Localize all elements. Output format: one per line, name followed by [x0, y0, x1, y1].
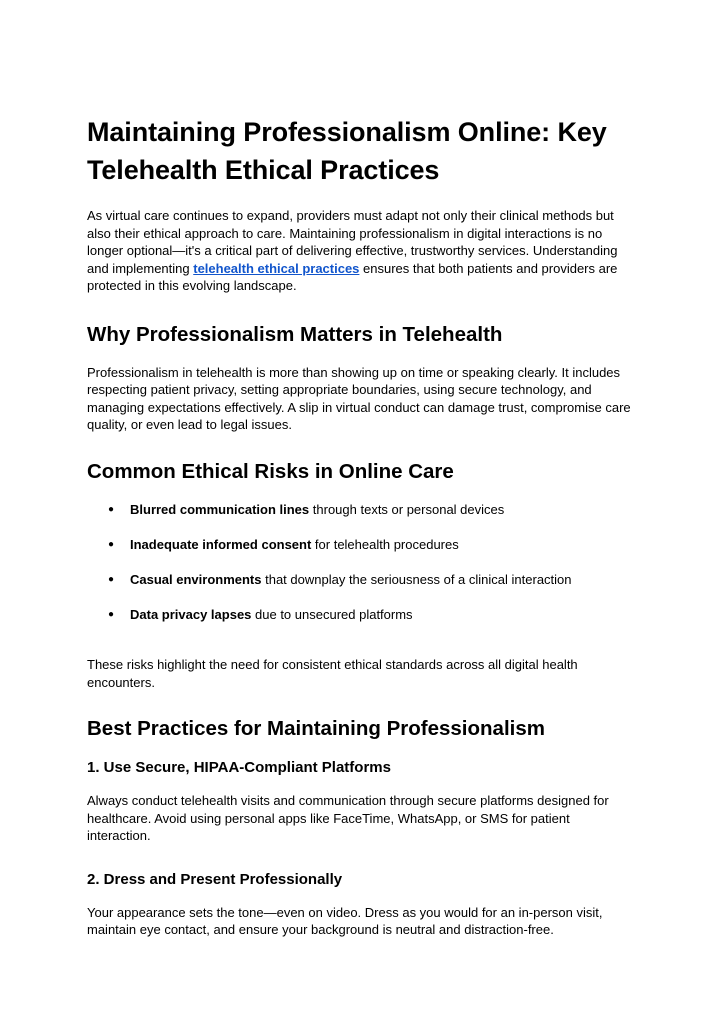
risk-description: that downplay the seriousness of a clinical interaction — [261, 571, 572, 587]
intro-text-after-link: ensures that both patients and providers are protected in this evolving landscape. — [87, 260, 618, 293]
subheading-dress-professionally: 2. Dress and Present Professionally — [87, 870, 343, 888]
risk-description: through texts or personal devices — [309, 501, 505, 517]
list-item — [87, 536, 636, 554]
risk-bold-label: Inadequate informed consent — [130, 536, 312, 552]
list-item — [87, 501, 636, 519]
risks-heading: Common Ethical Risks in Online Care — [87, 459, 454, 483]
risk-description: due to unsecured platforms — [251, 606, 413, 622]
dress-professionally-paragraph: Your appearance sets the tone—even on video. Dress as you would for an in-person visit, maintain eye contact, and ensure your background is neutral and distraction-free. — [87, 904, 603, 937]
bullet-icon: ● — [108, 608, 115, 620]
why-paragraph: Professionalism in telehealth is more than showing up on time or speaking clearly. It includes respecting patient privacy, setting appropriate boundaries, using secure technology, and managing expectations effectively. A slip in virtual conduct can damage trust, compromise care quality, or even lead to legal issues. — [87, 364, 631, 432]
telehealth-ethics-link[interactable]: telehealth ethical practices — [193, 260, 360, 276]
subheading-secure-platforms: 1. Use Secure, HIPAA-Compliant Platforms — [87, 759, 391, 776]
list-item — [87, 606, 636, 624]
list-item — [87, 571, 636, 589]
why-heading: Why Professionalism Matters in Telehealth — [87, 322, 503, 346]
intro-paragraph — [87, 207, 636, 295]
best-practices-heading: Best Practices for Maintaining Professionalism — [87, 717, 545, 740]
risk-description: for telehealth procedures — [311, 536, 459, 552]
bullet-icon: ● — [108, 503, 115, 515]
risk-bold-label: Data privacy lapses — [130, 606, 252, 622]
risk-bold-label: Blurred communication lines — [130, 501, 310, 517]
risk-bold-label: Casual environments — [130, 571, 262, 587]
secure-platforms-paragraph: Always conduct telehealth visits and communication through secure platforms designed for healthcare. Avoid using personal apps like FaceTime, WhatsApp, or SMS for patient interaction. — [87, 793, 609, 843]
risks-summary: These risks highlight the need for consistent ethical standards across all digital health encounters. — [87, 657, 578, 690]
bullet-icon: ● — [108, 573, 115, 585]
risk-list — [87, 501, 636, 624]
bullet-icon: ● — [108, 538, 115, 550]
page-title: Maintaining Professionalism Online: Key Telehealth Ethical Practices — [87, 117, 607, 185]
intro-text-before-link: As virtual care continues to expand, providers must adapt not only their clinical methods but also their ethical approach to care. Maintaining professionalism in digital interactions is no longer optional—it's a critical part of delivering effective, trustworthy services. Understanding and implementing — [87, 208, 618, 276]
